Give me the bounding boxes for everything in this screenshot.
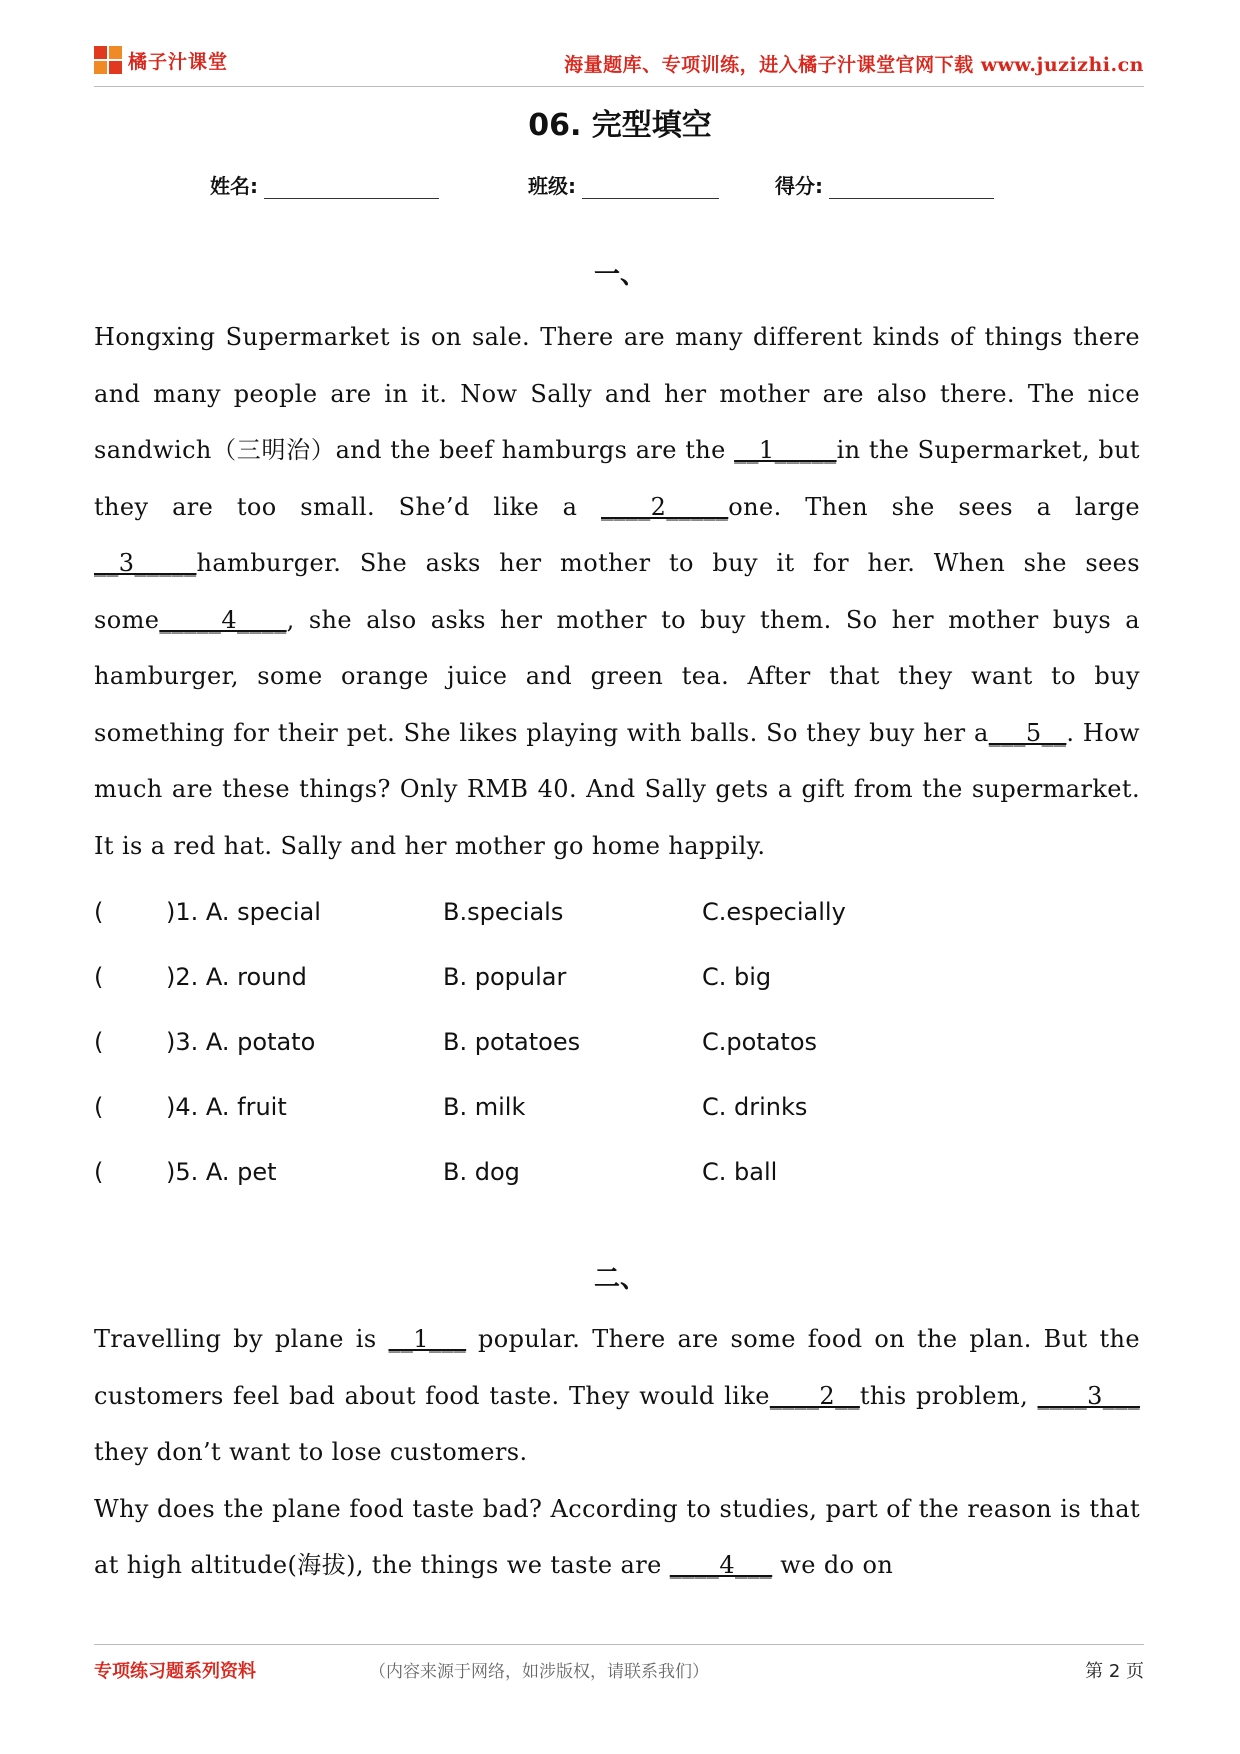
page-header: [94, 40, 1144, 87]
option-b: B.specials: [443, 898, 564, 926]
question-row: [94, 963, 1094, 1003]
blank-3: ____3___: [1037, 1381, 1140, 1410]
name-label: 姓名:: [210, 174, 258, 198]
page-footer: [94, 1644, 1144, 1685]
option-c: C.potatos: [702, 1028, 818, 1056]
passage-paragraph: Travelling by plane is __1___ popular. There are some food on the plan. But the customers feel bad about food taste. They would like____2__this problem, ____3___ they don’t want to lose customers.: [94, 1325, 1140, 1466]
question-row: [94, 898, 1094, 938]
footer-copyright-note: （内容来源于网络，如涉版权，请联系我们）: [369, 1662, 709, 1682]
question-row: [94, 1028, 1094, 1068]
option-a: )1. A. special: [166, 898, 321, 926]
score-blank[interactable]: [829, 174, 994, 199]
logo-squares-icon: [94, 46, 122, 74]
option-c: C. ball: [702, 1158, 778, 1186]
answer-paren[interactable]: (: [94, 1028, 104, 1056]
score-field: [775, 170, 994, 199]
option-b: B. popular: [443, 963, 567, 991]
question-row: [94, 1158, 1094, 1198]
answer-paren[interactable]: (: [94, 898, 104, 926]
blank-2: ____2_____: [601, 492, 729, 521]
section-2-passage: [94, 1311, 1140, 1594]
name-blank[interactable]: [264, 174, 439, 199]
brand-logo: [94, 46, 228, 74]
blank-4: ____4___: [669, 1551, 773, 1579]
section-1-passage: [94, 309, 1140, 874]
option-b: B. dog: [443, 1158, 520, 1186]
blank-3: __3_____: [94, 549, 197, 577]
answer-paren[interactable]: (: [94, 963, 104, 991]
blank-4: _____4____: [159, 605, 287, 634]
option-c: C.especially: [702, 898, 846, 926]
option-c: C. drinks: [702, 1093, 808, 1121]
option-a: )2. A. round: [166, 963, 307, 991]
option-b: B. milk: [443, 1093, 526, 1121]
passage-paragraph: Hongxing Supermarket is on sale. There are many different kinds of things there and many people are in it. Now Sally and her mother are also there. The nice sandwich（三明治）and the beef hamburgs are the __1_____in the Supermarket, but they are too small. She’d like a ____2_____one. Then she sees a large __3_____hamburger. She asks her mother to buy it for her. When she sees some_____4____, she also asks her mother to buy them. So her mother buys a hamburger, some orange juice and green tea. After that they want to buy something for their pet. She likes playing with balls. So they buy her a___5__. How much are these things? Only RMB 40. And Sally gets a gift from the supermarket. It is a red hat. Sally and her mother go home happily.: [94, 323, 1140, 860]
blank-5: ___5__: [988, 718, 1067, 747]
option-a: )3. A. potato: [166, 1028, 316, 1056]
score-label: 得分:: [775, 174, 823, 198]
logo-text: 橘子汁课堂: [128, 50, 229, 73]
blank-1: __1_____: [734, 436, 837, 464]
page-number: 第 2 页: [1085, 1661, 1144, 1682]
blank-2: ____2__: [769, 1381, 860, 1410]
footer-series-label: 专项练习题系列资料: [94, 1661, 256, 1682]
passage-paragraph: Why does the plane food taste bad? According to studies, part of the reason is that at high altitude(海拔), the things we taste are ____4___ we do on: [94, 1494, 1140, 1579]
option-b: B. potatoes: [443, 1028, 581, 1056]
option-a: )4. A. fruit: [166, 1093, 287, 1121]
section-2-heading: 二、: [593, 1264, 646, 1294]
blank-1: __1___: [388, 1325, 467, 1353]
section-1-heading: 一、: [593, 260, 646, 290]
answer-paren[interactable]: (: [94, 1158, 104, 1186]
page-title: 06. 完型填空: [528, 108, 712, 143]
header-promo-text: 海量题库、专项训练，进入橘子汁课堂官网下载 www.juzizhi.cn: [564, 54, 1144, 76]
question-row: [94, 1093, 1094, 1133]
class-field: [528, 170, 719, 199]
option-a: )5. A. pet: [166, 1158, 277, 1186]
class-label: 班级:: [528, 174, 576, 198]
name-field: [210, 170, 439, 199]
option-c: C. big: [702, 963, 772, 991]
answer-paren[interactable]: (: [94, 1093, 104, 1121]
class-blank[interactable]: [582, 174, 719, 199]
